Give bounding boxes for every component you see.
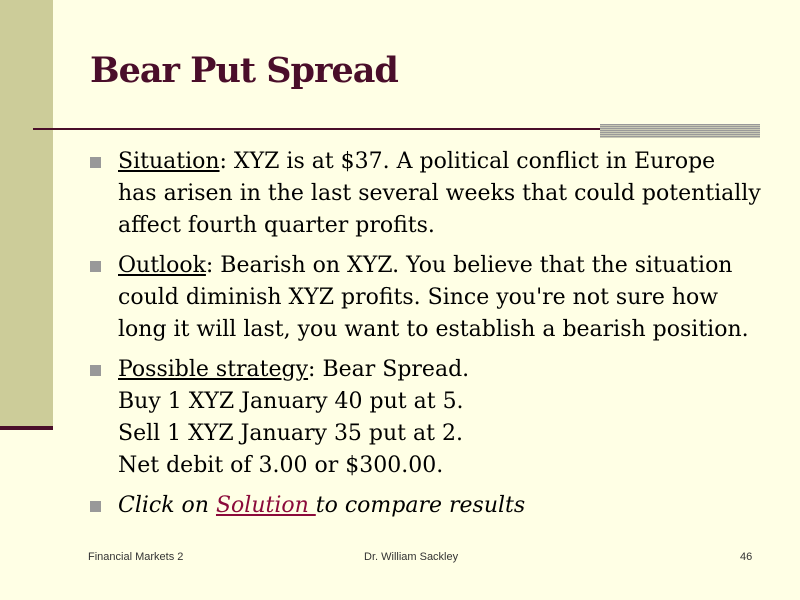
click-suffix: to compare results: [315, 493, 526, 518]
bullet-line: Sell 1 XYZ January 35 put at 2.: [118, 421, 463, 446]
solution-link[interactable]: Solution: [215, 493, 316, 518]
bullet-text: : XYZ is at $37. A political conflict in Europe: [219, 149, 716, 174]
bullet-text: : Bearish on XYZ. You believe that the situation: [205, 253, 733, 278]
square-bullet-icon: [90, 157, 101, 168]
bullet-label: Situation: [118, 149, 220, 174]
bullet-situation: [90, 146, 770, 242]
bullet-click-solution: [90, 490, 770, 522]
footer-author: Dr. William Sackley: [364, 551, 459, 563]
bullet-outlook: [90, 250, 770, 346]
bullet-possible-strategy: [90, 354, 770, 482]
bullet-line: Net debit of 3.00 or $300.00.: [118, 453, 444, 478]
square-bullet-icon: [90, 365, 101, 376]
bullet-line: affect fourth quarter profits.: [118, 213, 435, 238]
slide-body: [90, 146, 770, 530]
footer-page-number: 46: [740, 551, 753, 563]
bullet-label: Outlook: [118, 253, 206, 278]
bullet-text: : Bear Spread.: [308, 357, 470, 382]
bullet-line: could diminish XYZ profits. Since you're not sure how: [118, 285, 719, 310]
bullet-first-line: [118, 250, 770, 282]
click-prefix: Click on: [118, 493, 216, 518]
bullet-first-line: [118, 354, 770, 386]
click-instruction: [118, 490, 770, 522]
left-decorative-band: [0, 0, 53, 428]
footer-course: Financial Markets 2: [88, 551, 184, 563]
bullet-label: Possible strategy: [118, 357, 309, 382]
bullet-line: long it will last, you want to establish a bearish position.: [118, 317, 749, 342]
left-band-underline: [0, 426, 53, 430]
slide-title: Bear Put Spread: [90, 50, 398, 91]
bullet-line: has arisen in the last several weeks that could potentially: [118, 181, 761, 206]
bullet-first-line: [118, 146, 770, 178]
square-bullet-icon: [90, 261, 101, 272]
divider-accent-block: [600, 124, 760, 138]
bullet-line: Buy 1 XYZ January 40 put at 5.: [118, 389, 464, 414]
square-bullet-icon: [90, 501, 101, 512]
